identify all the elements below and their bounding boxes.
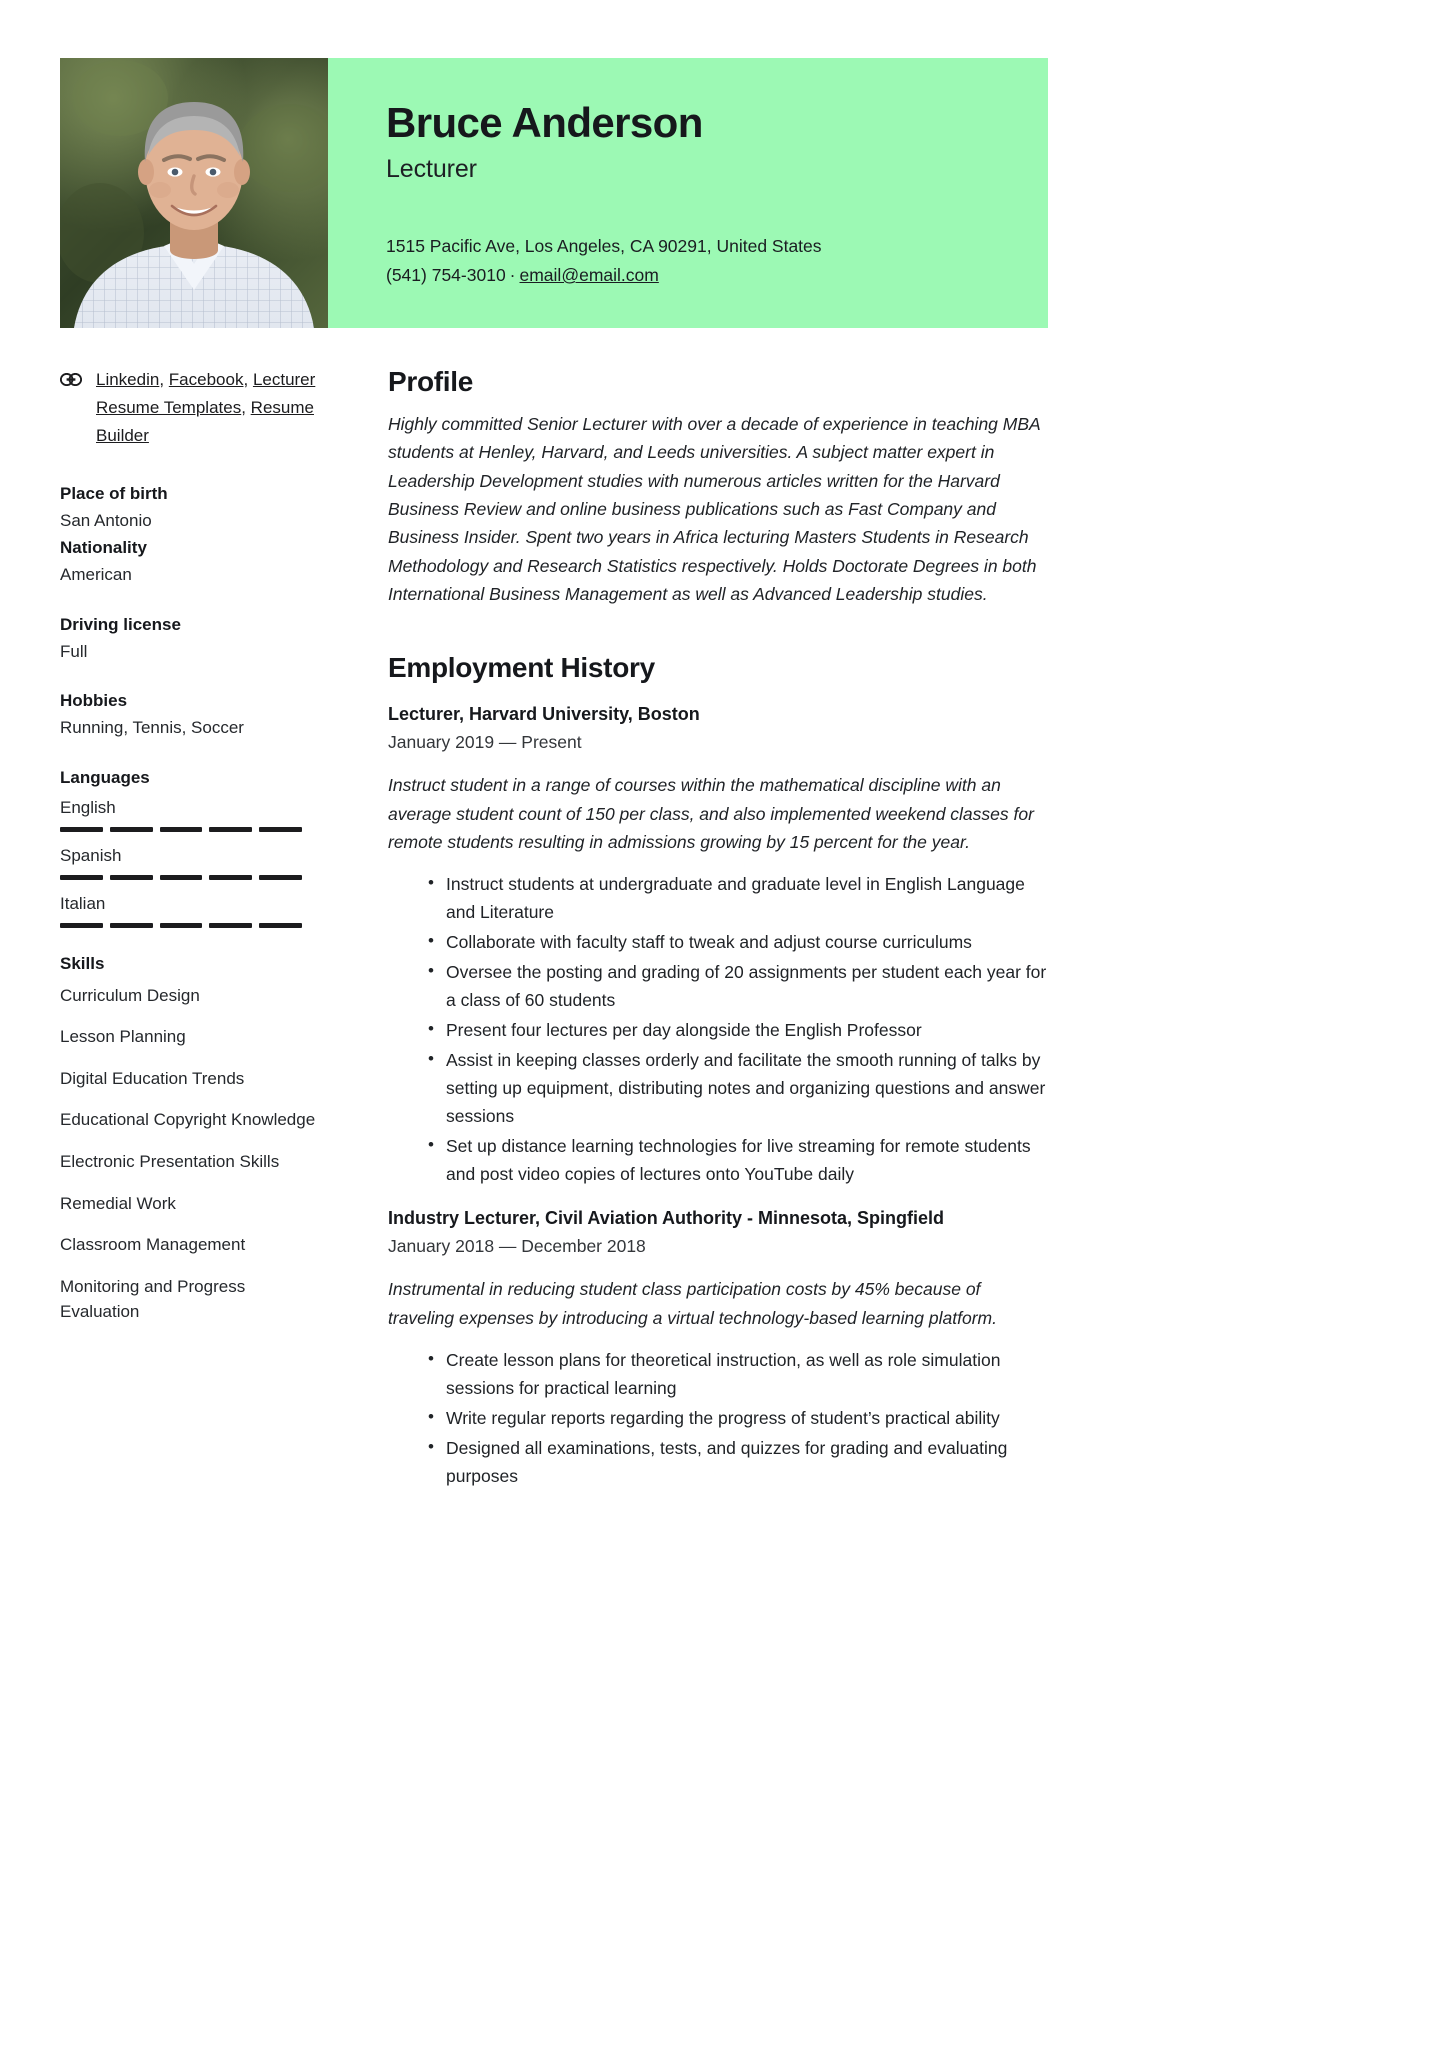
rating-segment	[160, 875, 203, 880]
contact-email-link[interactable]: email@email.com	[519, 265, 659, 286]
list-item: Monitoring and Progress Evaluation	[60, 1277, 246, 1321]
page-title: Bruce Anderson	[386, 99, 703, 146]
rating-segment	[60, 923, 103, 928]
list-item: • Set up distance learning technologies for live streaming for remote students and post video copies of lectures onto YouTube daily	[428, 1132, 1048, 1188]
sidebar-detail-nationality	[60, 538, 326, 588]
sidebar-link-sep-0: ,	[159, 370, 165, 389]
sidebar-detail-driving-license	[60, 615, 326, 665]
rating-segment	[259, 923, 302, 928]
sidebar-skills-section	[60, 954, 326, 1325]
resume-body	[60, 366, 1048, 1492]
language-name: Spanish	[60, 845, 122, 865]
job-entry-1	[388, 704, 1048, 1188]
contact-line-2	[386, 261, 822, 290]
sidebar-link-sep-1: ,	[243, 370, 249, 389]
rating-segment	[209, 827, 252, 832]
sidebar-detail-value: Running, Tennis, Soccer	[60, 718, 244, 738]
sidebar-link-facebook[interactable]: Facebook	[168, 370, 244, 389]
sidebar-detail-label: Driving license	[60, 614, 181, 634]
job-summary: Instruct student in a range of courses within the mathematical discipline with an average student count of 150 per class, and also implemented weekend classes for remote students resulting in admissions growing by 15 percent for the year.	[388, 775, 1034, 853]
sidebar-link-resume-builder[interactable]: Resume Builder	[96, 398, 314, 446]
rating-segment	[160, 827, 203, 832]
sidebar-detail-place-of-birth	[60, 484, 326, 534]
sidebar-languages-section	[60, 768, 326, 928]
skills-list	[60, 984, 326, 1325]
contact-address: 1515 Pacific Ave, Los Angeles, CA 90291, United States	[386, 236, 822, 257]
language-item-english	[60, 798, 326, 832]
job-date: January 2018 — December 2018	[388, 1236, 646, 1257]
sidebar-detail-hobbies	[60, 691, 326, 741]
list-item: • Oversee the posting and grading of 20 assignments per student each year for a class of 60 students	[428, 958, 1048, 1014]
contact-phone: (541) 754-3010	[386, 265, 506, 286]
list-item: Electronic Presentation Skills	[60, 1152, 280, 1172]
list-item: Classroom Management	[60, 1235, 246, 1255]
sidebar-link-lecturer-resume-templates[interactable]: Lecturer Resume Templates	[96, 370, 316, 418]
rating-segment	[110, 827, 153, 832]
list-item: Remedial Work	[60, 1193, 176, 1213]
rating-segment	[209, 923, 252, 928]
language-rating	[60, 827, 302, 832]
sidebar-skills-heading: Skills	[60, 953, 105, 973]
sidebar-detail-value: Full	[60, 641, 88, 661]
job-summary: Instrumental in reducing student class participation costs by 45% because of traveling expenses by introducing a virtual technology-based learning platform.	[388, 1279, 997, 1328]
list-item: • Designed all examinations, tests, and quizzes for grading and evaluating purposes	[428, 1434, 1048, 1490]
list-item: Digital Education Trends	[60, 1068, 245, 1088]
resume-header	[60, 58, 1048, 328]
job-bullets	[388, 1346, 1048, 1490]
sidebar-detail-value: American	[60, 565, 132, 585]
link-chain-icon	[60, 373, 82, 386]
language-item-italian	[60, 894, 326, 928]
rating-segment	[259, 827, 302, 832]
rating-segment	[259, 875, 302, 880]
avatar	[60, 58, 328, 328]
language-rating	[60, 923, 302, 928]
list-item: • Create lesson plans for theoretical instruction, as well as role simulation sessions for practical learning	[428, 1346, 1048, 1402]
list-item: • Instruct students at undergraduate and graduate level in English Language and Literature	[428, 870, 1048, 926]
rating-segment	[160, 923, 203, 928]
employment-section	[388, 652, 1048, 1490]
profile-section	[388, 366, 1048, 608]
list-item: Educational Copyright Knowledge	[60, 1110, 316, 1130]
job-title: Lecturer, Harvard University, Boston	[388, 704, 700, 725]
job-entry-2	[388, 1208, 1048, 1490]
sidebar-languages-heading: Languages	[60, 767, 150, 787]
sidebar-links-text	[96, 366, 326, 450]
employment-heading: Employment History	[388, 652, 655, 684]
sidebar-detail-label: Hobbies	[60, 691, 128, 711]
contact-block	[386, 232, 822, 290]
job-bullets	[388, 870, 1048, 1188]
sidebar-link-sep-2: ,	[241, 398, 246, 418]
language-name: English	[60, 797, 116, 817]
rating-segment	[110, 923, 153, 928]
sidebar-link-linkedin[interactable]: Linkedin	[96, 370, 160, 389]
sidebar-detail-label: Nationality	[60, 538, 147, 558]
job-date: January 2019 — Present	[388, 732, 582, 753]
rating-segment	[209, 875, 252, 880]
profile-text: Highly committed Senior Lecturer with over a decade of experience in teaching MBA students at Henley, Harvard, and Leeds universities. A subject matter expert in Leadership Development studies with numerous articles written for the Harvard Business Review and online business publications such as Fast Company and Business Insider. Spent two years in Africa lecturing Masters Students in Research Methodology and Research Statistics respectively. Holds Doctorate Degrees in both International Business Management as well as Advanced Leadership studies.	[388, 414, 1041, 605]
header-job-title: Lecturer	[386, 155, 477, 184]
language-name: Italian	[60, 893, 106, 913]
main-column	[360, 366, 1048, 1492]
list-item: • Present four lectures per day alongside the English Professor	[428, 1016, 1048, 1044]
contact-separator: ·	[509, 265, 516, 286]
list-item: • Write regular reports regarding the progress of student’s practical ability	[428, 1404, 1048, 1432]
list-item: • Collaborate with faculty staff to tweak and adjust course curriculums	[428, 928, 1048, 956]
job-title: Industry Lecturer, Civil Aviation Authority - Minnesota, Spingfield	[388, 1208, 945, 1229]
sidebar-detail-label: Place of birth	[60, 484, 168, 504]
sidebar	[60, 366, 360, 1492]
header-band	[328, 58, 1048, 328]
list-item: Curriculum Design	[60, 985, 200, 1005]
rating-segment	[110, 875, 153, 880]
rating-segment	[60, 827, 103, 832]
list-item: • Assist in keeping classes orderly and facilitate the smooth running of talks by setting up equipment, distributing notes and organizing questions and answer sessions	[428, 1046, 1048, 1130]
sidebar-links	[60, 366, 326, 450]
language-item-spanish	[60, 846, 326, 880]
profile-heading: Profile	[388, 366, 474, 397]
rating-segment	[60, 875, 103, 880]
language-rating	[60, 875, 302, 880]
sidebar-detail-value: San Antonio	[60, 511, 152, 531]
list-item: Lesson Planning	[60, 1027, 186, 1047]
